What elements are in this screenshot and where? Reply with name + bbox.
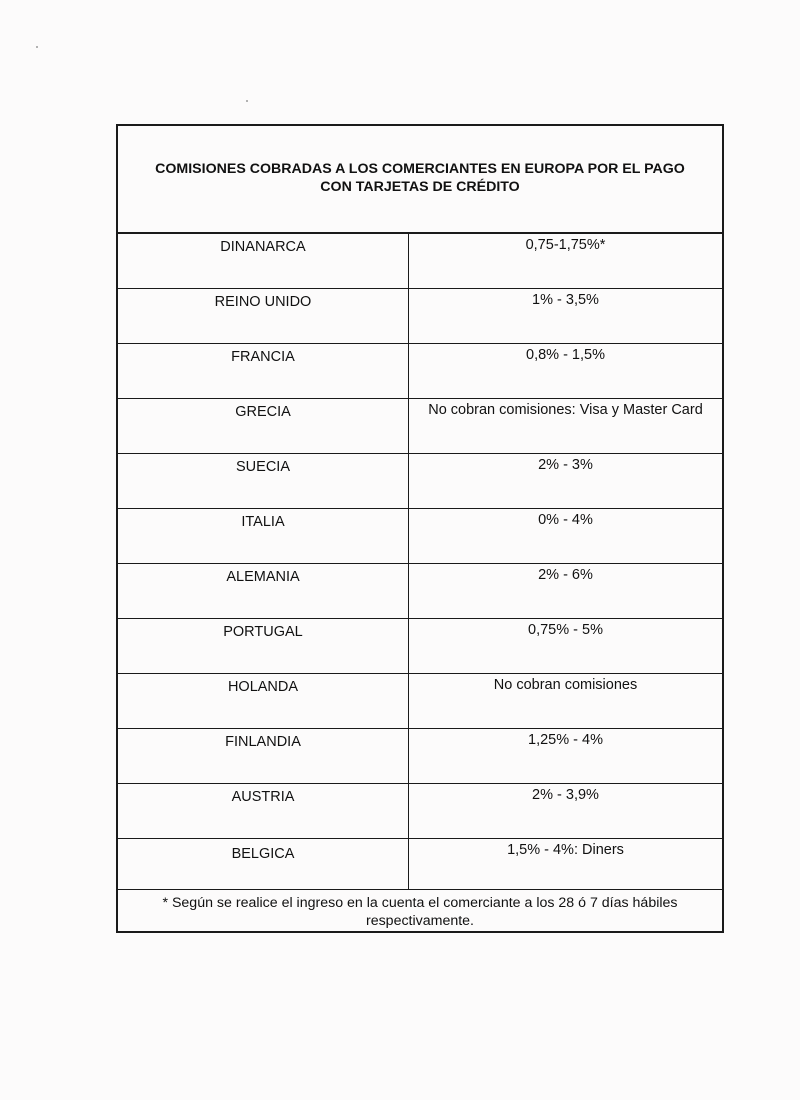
commission-cell: 0,75-1,75%* <box>525 237 606 253</box>
commission-cell: 0,8% - 1,5% <box>526 347 605 363</box>
country-cell: GRECIA <box>235 404 291 420</box>
table-row <box>118 234 722 289</box>
country-cell: REINO UNIDO <box>214 294 312 310</box>
table-row <box>118 729 722 784</box>
country-cell: FINLANDIA <box>225 734 301 750</box>
country-cell: AUSTRIA <box>231 789 295 805</box>
title-line-1: COMISIONES COBRADAS A LOS COMERCIANTES EN EUROPA POR EL PAGO <box>155 161 685 177</box>
scan-speck <box>246 100 248 102</box>
table-title-cell <box>118 126 722 234</box>
footnote <box>118 894 722 930</box>
country-cell: ALEMANIA <box>226 569 300 585</box>
table-title <box>155 160 685 196</box>
table-row <box>118 344 722 399</box>
commission-cell: 2% - 3% <box>538 457 593 473</box>
table-row <box>118 564 722 619</box>
country-cell: ITALIA <box>241 514 285 530</box>
country-cell: HOLANDA <box>227 679 299 695</box>
country-cell: FRANCIA <box>231 349 295 365</box>
table-row <box>118 839 722 890</box>
table-row <box>118 454 722 509</box>
country-cell: DINANARCA <box>220 239 306 255</box>
footnote-line-2: respectivamente. <box>365 913 475 929</box>
country-cell: SUECIA <box>236 459 290 475</box>
table-row <box>118 619 722 674</box>
commission-cell: 2% - 3,9% <box>532 787 599 803</box>
commission-cell: 1,5% - 4%: Diners <box>507 842 624 858</box>
table-row <box>118 289 722 344</box>
table-row <box>118 784 722 839</box>
scan-speck <box>36 46 38 48</box>
table-row <box>118 509 722 564</box>
commissions-table <box>116 124 724 933</box>
country-cell: PORTUGAL <box>223 624 303 640</box>
country-cell: BELGICA <box>231 846 295 862</box>
footnote-line-1: * Según se realice el ingreso en la cuenta el comerciante a los 28 ó 7 días hábiles <box>162 895 678 911</box>
title-line-2: CON TARJETAS DE CRÉDITO <box>320 179 520 195</box>
commission-cell: No cobran comisiones: Visa y Master Card <box>428 402 703 418</box>
commission-cell: 1% - 3,5% <box>532 292 599 308</box>
commission-cell: 0,75% - 5% <box>528 622 603 638</box>
commission-cell: 2% - 6% <box>538 567 593 583</box>
commission-cell: 1,25% - 4% <box>528 732 603 748</box>
commission-cell: No cobran comisiones <box>493 677 638 693</box>
commission-cell: 0% - 4% <box>538 512 593 528</box>
table-row <box>118 674 722 729</box>
table-row <box>118 399 722 454</box>
